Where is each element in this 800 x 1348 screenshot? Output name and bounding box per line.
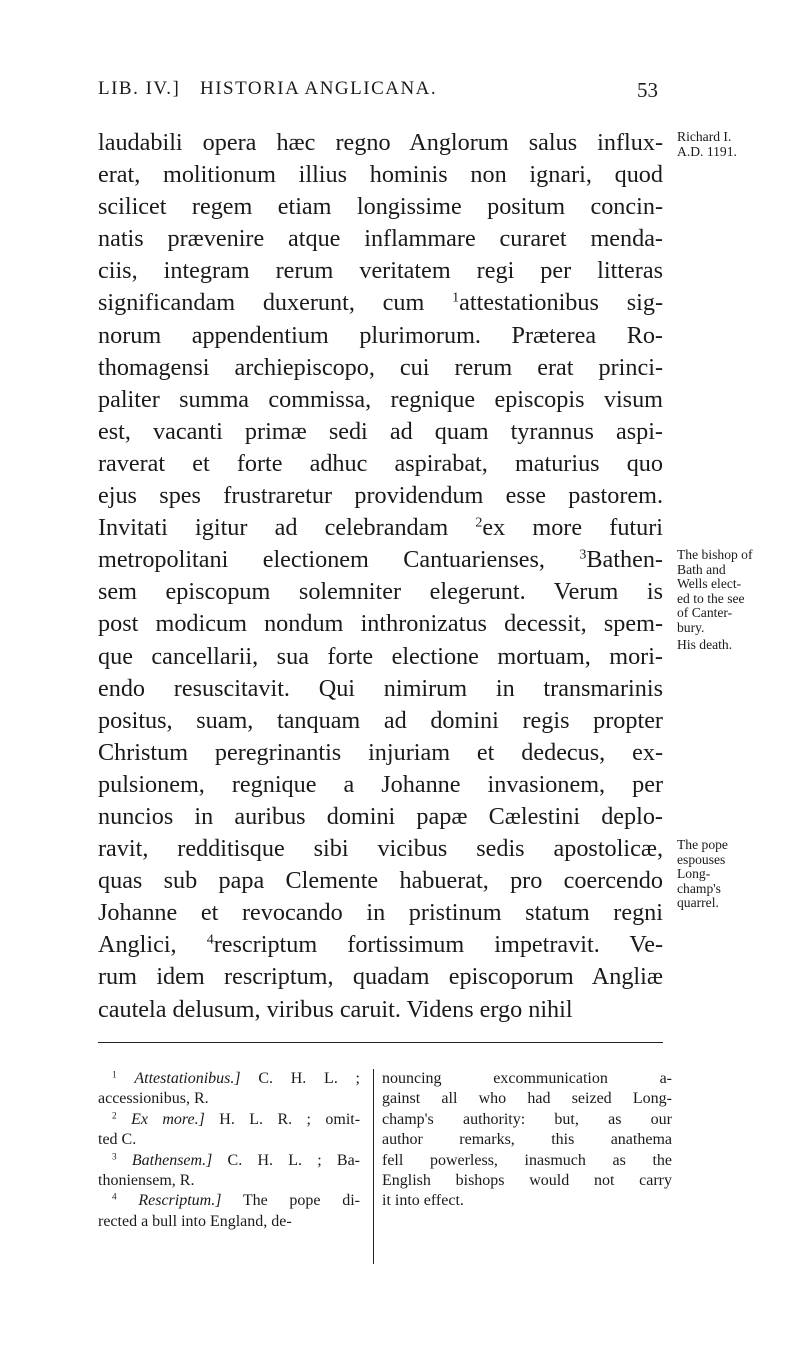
text-line: metropolitani electionem Cantuarienses, $^3$Bathen- <box>98 546 663 574</box>
text-line: ciis, integram rerum veritatem regi per litteras <box>98 257 663 285</box>
footnote-line: accessionibus, R. <box>98 1090 209 1108</box>
text-line: que cancellarii, sua forte electione mortuam, mori- <box>98 642 663 670</box>
text-line: thomagensi archiepiscopo, cui rerum erat princi- <box>98 353 663 381</box>
text-line: Anglici, $^4$rescriptum fortissimum impetravit. Ve- <box>98 931 663 959</box>
text-line: quas sub papa Clemente habuerat, pro coercendo <box>98 867 663 895</box>
footnotes-left-column <box>98 1069 360 1232</box>
book-label: LIB. IV.] <box>98 78 181 99</box>
text-line: significandam duxerunt, cum $^1$attestationibus sig- <box>98 289 663 317</box>
footnote-marker: 4 <box>206 931 214 948</box>
text-line: endo resuscitavit. Qui nimirum in transmarinis <box>98 674 663 702</box>
text-line: erat, molitionum illius hominis non ignari, quod <box>98 161 663 189</box>
footnote-line: gainst all who had seized Long- <box>382 1090 672 1108</box>
main-text <box>98 127 663 1026</box>
footnote-line: $^4$ Rescriptum.] The pope di- <box>112 1192 360 1210</box>
footnote-line: thoniensem, R. <box>98 1171 195 1189</box>
text-line: paliter summa commissa, regnique episcopis visum <box>98 385 663 413</box>
text-line: cautela delusum, viribus caruit. Videns ergo nihil <box>98 995 573 1023</box>
running-title: HISTORIA ANGLICANA. <box>200 78 438 99</box>
footnote-line: English bishops would not carry <box>382 1171 672 1189</box>
page-number: 53 <box>637 78 658 102</box>
margin-note-death: His death. <box>677 637 733 652</box>
text-line: nuncios in auribus domini papæ Cælestini deplo- <box>98 802 663 830</box>
text-line: Johanne et revocando in pristinum statum regni <box>98 899 663 927</box>
footnotes-right-column <box>373 1069 672 1264</box>
text-line: norum appendentium plurimorum. Præterea Ro- <box>98 321 663 349</box>
text-line: ravit, redditisque sibi vicibus sedis apostolicæ, <box>98 835 663 863</box>
footnote-line: ted C. <box>98 1131 137 1149</box>
footnote-line: $^3$ Bathensem.] C. H. L. ; Ba- <box>112 1151 361 1169</box>
text-line: scilicet regem etiam longissime positum concin- <box>98 193 663 221</box>
text-line: raverat et forte adhuc aspirabat, maturius quo <box>98 449 663 477</box>
text-line: post modicum nondum inthronizatus decessit, spem- <box>98 610 663 638</box>
running-header <box>98 78 658 108</box>
footnote-marker: 1 <box>452 289 460 306</box>
text-line: Invitati igitur ad celebrandam $^2$ex more futuri <box>98 514 663 542</box>
footnote-line: rected a bull into England, de- <box>98 1212 292 1230</box>
text-line: natis prævenire atque inflammare curaret menda- <box>98 225 663 253</box>
margin-note-bishop-elected: The bishop of Bath and Wells elect- ed to the see of Canter- bury. <box>677 547 753 635</box>
footnote-line: fell powerless, inasmuch as the <box>382 1151 672 1169</box>
footnote-marker: 3 <box>579 546 587 563</box>
footnote-line: $^1$ Attestationibus.] C. H. L. ; <box>112 1070 360 1087</box>
text-line: Christum peregrinantis injuriam et dedecus, ex- <box>98 738 663 766</box>
margin-note-pope: The pope espouses Long- champ's quarrel. <box>677 837 728 910</box>
footnote-line: champ's authority: but, as our <box>382 1110 672 1128</box>
text-line: rum idem rescriptum, quadam episcoporum Angliæ <box>98 963 663 991</box>
text-line: pulsionem, regnique a Johanne invasionem, per <box>98 770 663 798</box>
footnote-line: it into effect. <box>382 1192 464 1210</box>
text-line: positus, suam, tanquam ad domini regis propter <box>98 706 663 734</box>
margin-note-date: Richard I. A.D. 1191. <box>677 129 737 159</box>
footnote-line: nouncing excommunication a- <box>382 1070 672 1087</box>
footnote-divider <box>98 1042 663 1043</box>
footnote-line: $^2$ Ex more.] H. L. R. ; omit- <box>112 1110 361 1128</box>
text-line: laudabili opera hæc regno Anglorum salus influx- <box>98 129 663 156</box>
footnote-line: author remarks, this anathema <box>382 1131 672 1149</box>
text-line: ejus spes frustraretur providendum esse pastorem. <box>98 482 663 510</box>
text-line: est, vacanti primæ sedi ad quam tyrannus aspi- <box>98 417 663 445</box>
text-line: sem episcopum solemniter elegerunt. Verum is <box>98 578 663 606</box>
footnote-marker: 2 <box>475 514 483 531</box>
